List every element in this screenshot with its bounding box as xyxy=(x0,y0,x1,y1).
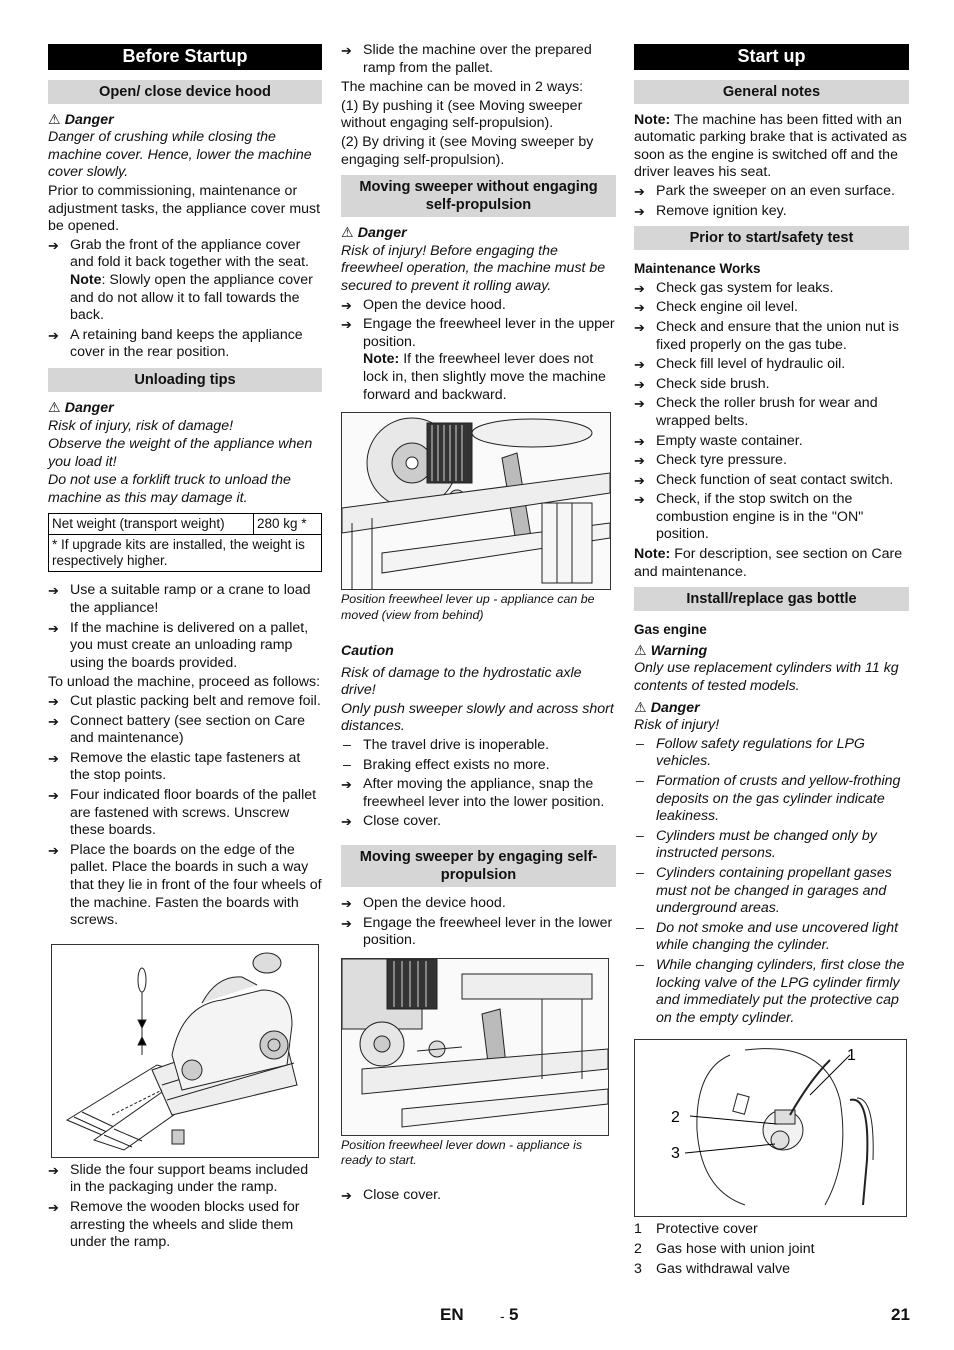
figure-unloading-ramp xyxy=(51,944,319,1158)
footer-language: EN xyxy=(440,1305,464,1324)
step-list xyxy=(341,42,616,77)
callout-1: 1 xyxy=(847,1047,856,1065)
step-item: ➔ Remove the wooden blocks used for arresting the wheels and slide them under the ramp. xyxy=(48,1199,322,1252)
danger-text: Risk of injury! xyxy=(634,717,720,734)
dash-item: – The travel drive is inoperable. xyxy=(341,737,616,755)
weight-table xyxy=(48,513,322,572)
heading-general-notes: General notes xyxy=(634,80,909,104)
step-item: ➔ Check fill level of hydraulic oil. xyxy=(634,356,909,374)
legend-item: 2 Gas hose with union joint xyxy=(634,1240,815,1257)
danger-text: Risk of injury! Before engaging the freewheel operation, the machine must be secured to prevent it rolling away. xyxy=(341,242,606,294)
step-item: ➔ Check and ensure that the union nut is fixed properly on the gas tube. xyxy=(634,319,909,354)
dash-item: – Cylinders containing propellant gases must not be changed in garages and underground areas. xyxy=(634,865,909,918)
figure-caption: Position freewheel lever down - appliance is ready to start. xyxy=(341,1137,583,1168)
step-list xyxy=(48,582,322,672)
dash-item: – Formation of crusts and yellow-frothing deposits on the gas cylinder indicate leakiness. xyxy=(634,773,909,826)
figure-freewheel-lever-up xyxy=(341,412,611,590)
step-item: ➔ Four indicated floor boards of the pallet are fastened with screws. Unscrew these boards. xyxy=(48,787,322,840)
step-item: ➔ Open the device hood. xyxy=(341,895,616,913)
dash-item: – Follow safety regulations for LPG vehicles. xyxy=(634,736,909,771)
caution-line: Only push sweeper slowly and across short distances. xyxy=(341,700,614,735)
step-item: ➔ Grab the front of the appliance cover and fold it back together with the seat. Note: Slowly open the appliance cover and do not allow it to fall towards the back. xyxy=(48,237,322,325)
footer-local-page: 5 xyxy=(509,1305,519,1324)
danger-label: ⚠ Danger xyxy=(634,699,700,716)
warning-triangle-icon: ⚠ xyxy=(48,399,61,416)
section-title-before-startup: Before Startup xyxy=(48,44,322,70)
step-item: ➔ Close cover. xyxy=(341,1187,616,1205)
heading-moving-with-propulsion: Moving sweeper by engaging self-propulsion xyxy=(341,845,616,887)
danger-label: ⚠ Danger xyxy=(48,111,114,128)
dash-list xyxy=(634,736,909,1028)
section-title-start-up: Start up xyxy=(634,44,909,70)
step-item: ➔ Connect battery (see section on Care and maintenance) xyxy=(48,713,322,748)
subheading-maintenance-works: Maintenance Works xyxy=(634,261,761,277)
step-item: ➔ Check side brush. xyxy=(634,376,909,394)
heading-prior-start-safety-test: Prior to start/safety test xyxy=(634,226,909,250)
legend-item: 1 Protective cover xyxy=(634,1221,758,1238)
step-item: ➔ Check gas system for leaks. xyxy=(634,280,909,298)
step-item: ➔ Check the roller brush for wear and wrapped belts. xyxy=(634,395,909,430)
step-list xyxy=(48,693,322,930)
caution-line: Risk of damage to the hydrostatic axle drive! xyxy=(341,664,582,699)
sweeper-on-ramp-illustration xyxy=(52,945,318,1157)
dash-item: – While changing cylinders, first close the locking valve of the LPG cylinder firmly and immediately put the protective cap on the empty cylinder. xyxy=(634,957,909,1027)
dash-list xyxy=(341,737,616,774)
step-list xyxy=(634,280,909,544)
heading-unloading-tips: Unloading tips xyxy=(48,368,322,392)
step-item: ➔ Use a suitable ramp or a crane to load the appliance! xyxy=(48,582,322,617)
footer-page-number: 21 xyxy=(891,1305,910,1324)
step-list xyxy=(341,1187,616,1205)
step-item: ➔ Cut plastic packing belt and remove foil. xyxy=(48,693,322,711)
heading-open-close-hood: Open/ close device hood xyxy=(48,80,322,104)
step-list xyxy=(48,237,322,362)
weight-label-cell: Net weight (transport weight) xyxy=(49,514,254,535)
callout-2: 2 xyxy=(671,1109,680,1127)
figure-caption: Position freewheel lever up - appliance can be moved (view from behind) xyxy=(341,592,595,622)
dash-item: – Braking effect exists no more. xyxy=(341,757,616,775)
dash-item: – Do not smoke and use uncovered light while changing the cylinder. xyxy=(634,920,909,955)
column-3 xyxy=(634,44,909,1280)
step-item: ➔ Engage the freewheel lever in the upper position. Note: If the freewheel lever does not lock in, then slightly move the machine forward and backward. xyxy=(341,316,616,404)
step-item: ➔ After moving the appliance, snap the freewheel lever into the lower position. xyxy=(341,776,616,811)
gas-bottle-illustration xyxy=(635,1040,906,1216)
step-item: ➔ Place the boards on the edge of the pallet. Place the boards in such a way that they lie in front of the four wheels of the machine. Fasten the boards with screws. xyxy=(48,842,322,930)
step-item: ➔ Remove ignition key. xyxy=(634,203,909,221)
danger-line: Do not use a forklift truck to unload the machine as this may damage it. xyxy=(48,472,291,506)
heading-install-replace-gas-bottle: Install/replace gas bottle xyxy=(634,587,909,611)
warning-triangle-icon: ⚠ xyxy=(634,642,647,659)
step-item: ➔ Remove the elastic tape fasteners at the stop points. xyxy=(48,750,322,785)
step-item: ➔ Check tyre pressure. xyxy=(634,452,909,470)
step-list xyxy=(48,1162,322,1252)
step-item: ➔ Check engine oil level. xyxy=(634,299,909,317)
freewheel-lever-down-illustration xyxy=(342,959,608,1135)
step-list xyxy=(341,895,616,950)
paragraph: Prior to commissioning, maintenance or adjustment tasks, the appliance cover must be opened. xyxy=(48,182,321,235)
warning-triangle-icon: ⚠ xyxy=(341,225,354,242)
step-item: ➔ A retaining band keeps the appliance cover in the rear position. xyxy=(48,327,322,362)
danger-line: Observe the weight of the appliance when you load it! xyxy=(48,436,313,470)
warning-label: ⚠ Warning xyxy=(634,642,708,659)
paragraph: To unload the machine, proceed as follows: xyxy=(48,674,321,691)
callout-3: 3 xyxy=(671,1145,680,1163)
column-2 xyxy=(341,42,616,1206)
figure-freewheel-lever-down xyxy=(341,958,609,1136)
figure-legend xyxy=(634,1221,909,1278)
step-item: ➔ Slide the four support beams included in the packaging under the ramp. xyxy=(48,1162,322,1197)
paragraph: The machine can be moved in 2 ways: xyxy=(341,79,584,96)
warning-triangle-icon: ⚠ xyxy=(634,699,647,716)
legend-item: 3 Gas withdrawal valve xyxy=(634,1260,791,1277)
warning-text: Only use replacement cylinders with 11 kg contents of tested models. xyxy=(634,660,899,695)
paragraph: (2) By driving it (see Moving sweeper by engaging self-propulsion). xyxy=(341,133,594,168)
subheading-gas-engine: Gas engine xyxy=(634,622,707,638)
step-item: ➔ Check function of seat contact switch. xyxy=(634,472,909,490)
danger-label: ⚠ Danger xyxy=(48,399,114,416)
weight-footnote-cell: * If upgrade kits are installed, the weight is respectively higher. xyxy=(49,535,322,572)
step-item: ➔ Close cover. xyxy=(341,813,616,831)
step-list xyxy=(634,183,909,220)
step-list xyxy=(341,297,616,405)
step-item: ➔ Park the sweeper on an even surface. xyxy=(634,183,909,201)
danger-text: Danger of crushing while closing the machine cover. Hence, lower the machine cover slowly. xyxy=(48,129,312,181)
dash-item: – Cylinders must be changed only by instructed persons. xyxy=(634,828,909,863)
caution-label: Caution xyxy=(341,643,394,660)
step-item: ➔ If the machine is delivered on a pallet, you must create an unloading ramp using the boards provided. xyxy=(48,620,322,673)
danger-line: Risk of injury, risk of damage! xyxy=(48,417,234,434)
note-paragraph: Note: The machine has been fitted with an automatic parking brake that is activated as soon as the engine is switched off and the driver leaves his seat. xyxy=(634,111,907,181)
step-item: ➔ Empty waste container. xyxy=(634,433,909,451)
heading-moving-without-propulsion: Moving sweeper without engaging self-propulsion xyxy=(341,175,616,217)
note-paragraph: Note: For description, see section on Care and maintenance. xyxy=(634,546,903,580)
step-item: ➔ Open the device hood. xyxy=(341,297,616,315)
step-item: ➔ Engage the freewheel lever in the lower position. xyxy=(341,915,616,950)
step-item: ➔ Check, if the stop switch on the combustion engine is in the "ON" position. xyxy=(634,491,909,544)
danger-label: ⚠ Danger xyxy=(341,225,407,242)
warning-triangle-icon: ⚠ xyxy=(48,111,61,128)
footer-dash: - xyxy=(500,1308,505,1324)
column-1 xyxy=(48,44,322,1254)
weight-value-cell: 280 kg * xyxy=(254,514,322,535)
figure-gas-bottle xyxy=(634,1039,907,1217)
step-list xyxy=(341,776,616,831)
freewheel-lever-up-illustration xyxy=(342,413,610,589)
paragraph: (1) By pushing it (see Moving sweeper without engaging self-propulsion). xyxy=(341,97,583,132)
step-item: ➔ Slide the machine over the prepared ramp from the pallet. xyxy=(341,42,616,77)
